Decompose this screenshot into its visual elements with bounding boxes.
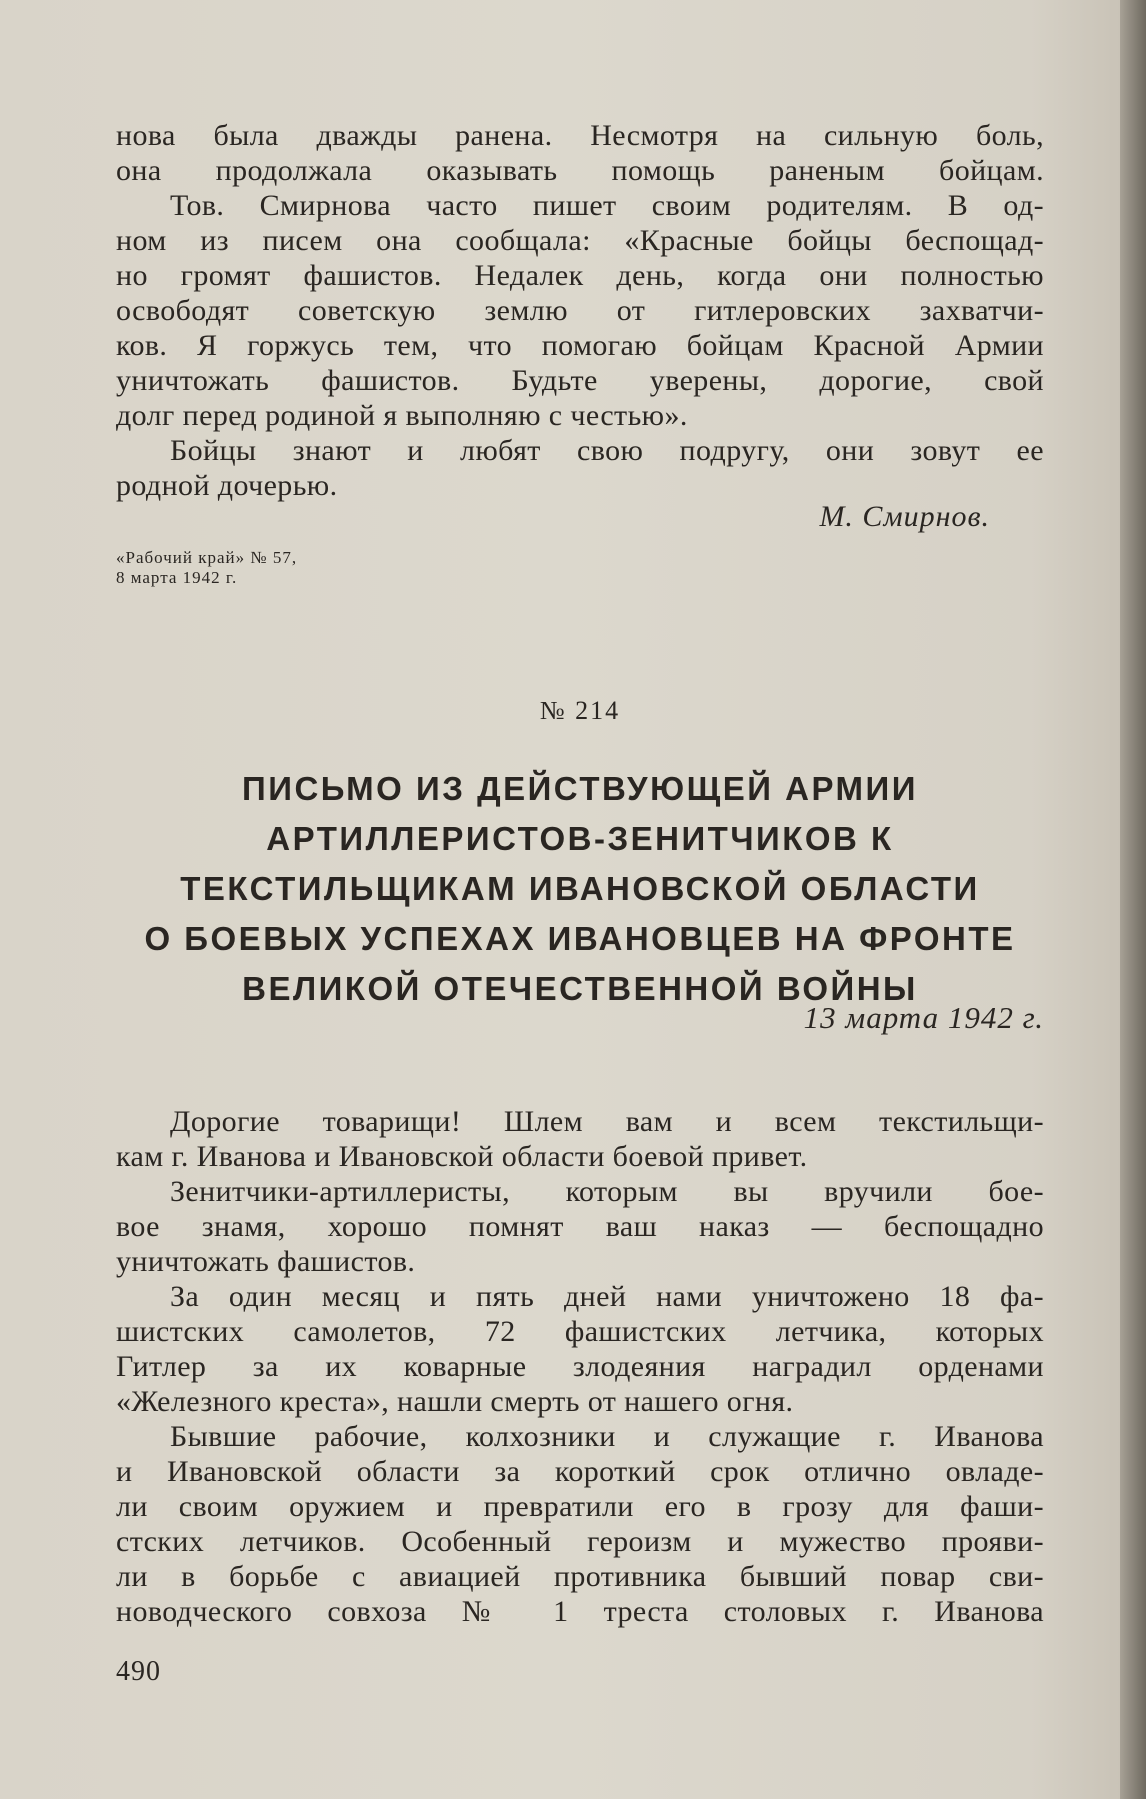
source-citation [116, 548, 297, 588]
paragraph [116, 118, 1044, 188]
letter-body [116, 1104, 1044, 1629]
text-line: и Ивановской области за короткий срок отлично овладе- [116, 1455, 1044, 1488]
text-line: родной дочерью. [116, 469, 338, 502]
paragraph [116, 188, 1044, 433]
text-line: ном из писем она сообщала: «Красные бойцы беспощад- [116, 224, 1044, 257]
page-edge-shadow [1120, 0, 1146, 1799]
text-line: уничтожать фашистов. [116, 1245, 416, 1278]
author-signature: М. Смирнов. [819, 500, 990, 533]
text-line: шистских самолетов, 72 фашистских летчика, которых [116, 1315, 1044, 1348]
text-line: кам г. Иванова и Ивановской области боевой привет. [116, 1140, 808, 1173]
text-line: долг перед родиной я выполняю с честью». [116, 399, 688, 432]
text-line: ли своим оружием и превратили его в грозу для фаши- [116, 1490, 1044, 1523]
text-line: вое знамя, хорошо помнят ваш наказ — беспощадно [116, 1210, 1044, 1243]
text-line: нова была дважды ранена. Несмотря на сильную боль, [116, 119, 1044, 152]
source-line: «Рабочий край» № 57, [116, 548, 298, 567]
text-line: Зенитчики-артиллеристы, которым вы вручили бое- [170, 1175, 1044, 1208]
heading-line: О БОЕВЫХ УСПЕХАХ ИВАНОВЦЕВ НА ФРОНТЕ [144, 920, 1016, 957]
text-line: ли в борьбе с авиацией противника бывший повар сви- [116, 1560, 1044, 1593]
paragraph [116, 1419, 1044, 1629]
document-date: 13 марта 1942 г. [803, 1000, 1044, 1035]
heading-line: ТЕКСТИЛЬЩИКАМ ИВАНОВСКОЙ ОБЛАСТИ [180, 870, 980, 907]
text-line: но громят фашистов. Недалек день, когда они полностью [116, 259, 1044, 292]
text-line: стских летчиков. Особенный героизм и мужество прояви- [116, 1525, 1044, 1558]
paragraph [116, 433, 1044, 503]
text-line: освободят советскую землю от гитлеровских захватчи- [116, 294, 1044, 327]
paragraph [116, 1174, 1044, 1279]
text-line: она продолжала оказывать помощь раненым бойцам. [116, 154, 1044, 187]
paragraph [116, 1104, 1044, 1174]
page-number: 490 [116, 1656, 161, 1687]
text-line: За один месяц и пять дней нами уничтожено 18 фа- [170, 1280, 1044, 1313]
source-line: 8 марта 1942 г. [116, 568, 238, 587]
heading-line: ПИСЬМО ИЗ ДЕЙСТВУЮЩЕЙ АРМИИ [242, 770, 918, 807]
document-heading [116, 764, 1044, 1014]
text-line: новодческого совхоза № 1 треста столовых г. Иванова [116, 1595, 1044, 1628]
text-line: Бойцы знают и любят свою подругу, они зовут ее [170, 434, 1044, 467]
document-number: № 214 [539, 696, 621, 725]
paragraph [116, 1279, 1044, 1419]
heading-line: АРТИЛЛЕРИСТОВ-ЗЕНИТЧИКОВ К [266, 820, 894, 857]
text-line: уничтожать фашистов. Будьте уверены, дорогие, свой [116, 364, 1044, 397]
heading-line: ВЕЛИКОЙ ОТЕЧЕСТВЕННОЙ ВОЙНЫ [242, 970, 918, 1007]
previous-article-body [116, 118, 1044, 503]
text-line: Дорогие товарищи! Шлем вам и всем текстильщи- [170, 1105, 1044, 1138]
text-line: Гитлер за их коварные злодеяния наградил орденами [116, 1350, 1044, 1383]
text-line: Тов. Смирнова часто пишет своим родителям. В од- [170, 189, 1044, 222]
text-line: Бывшие рабочие, колхозники и служащие г. Иванова [170, 1420, 1044, 1453]
text-line: «Железного креста», нашли смерть от нашего огня. [116, 1385, 794, 1418]
text-line: ков. Я горжусь тем, что помогаю бойцам Красной Армии [116, 329, 1044, 362]
